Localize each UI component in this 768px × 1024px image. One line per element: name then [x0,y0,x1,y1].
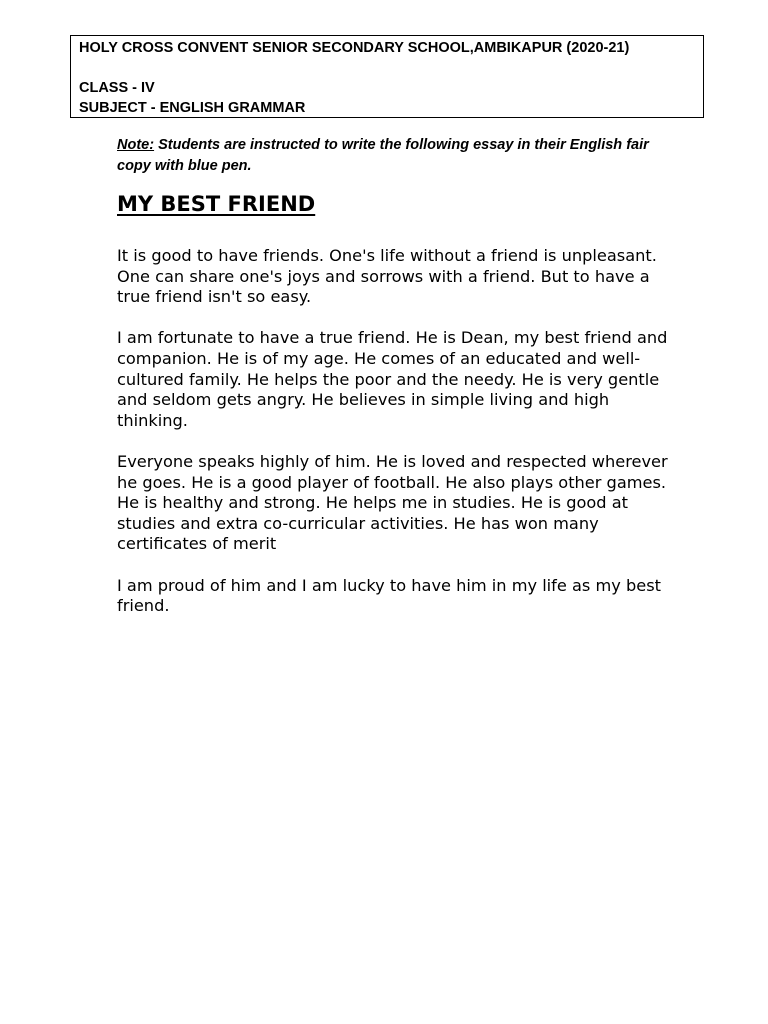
header-box [70,35,704,118]
header-spacer [79,58,703,78]
school-name: HOLY CROSS CONVENT SENIOR SECONDARY SCHOOL,AMBIKAPUR (2020-21) [79,40,630,56]
essay-title: MY BEST FRIEND [117,192,316,216]
essay-paragraph: It is good to have friends. One's life without a friend is unpleasant. One can share one's joys and sorrows with a friend. But to have a true friend isn't so easy. [117,246,657,307]
subject-label: SUBJECT - ENGLISH GRAMMAR [79,100,306,116]
essay-body [117,246,677,637]
essay-paragraph: Everyone speaks highly of him. He is loved and respected wherever he goes. He is a good player of football. He also plays other games. He is healthy and strong. He helps me in studies. He is good at studies and extra co-curricular activities. He has won many certificates of merit [117,451,668,554]
class-label: CLASS - IV [79,80,155,96]
instruction-note [117,135,677,177]
essay-paragraph: I am proud of him and I am lucky to have him in my life as my best friend. [117,575,661,616]
essay-paragraph: I am fortunate to have a true friend. He is Dean, my best friend and companion. He is of my age. He comes of an educated and well-cultured family. He helps the poor and the needy. He is very gentle and seldom gets angry. He believes in simple living and high thinking. [117,328,668,430]
note-text: Students are instructed to write the following essay in their English fair copy with blue pen. [117,137,649,174]
note-label: Note: [117,137,155,153]
